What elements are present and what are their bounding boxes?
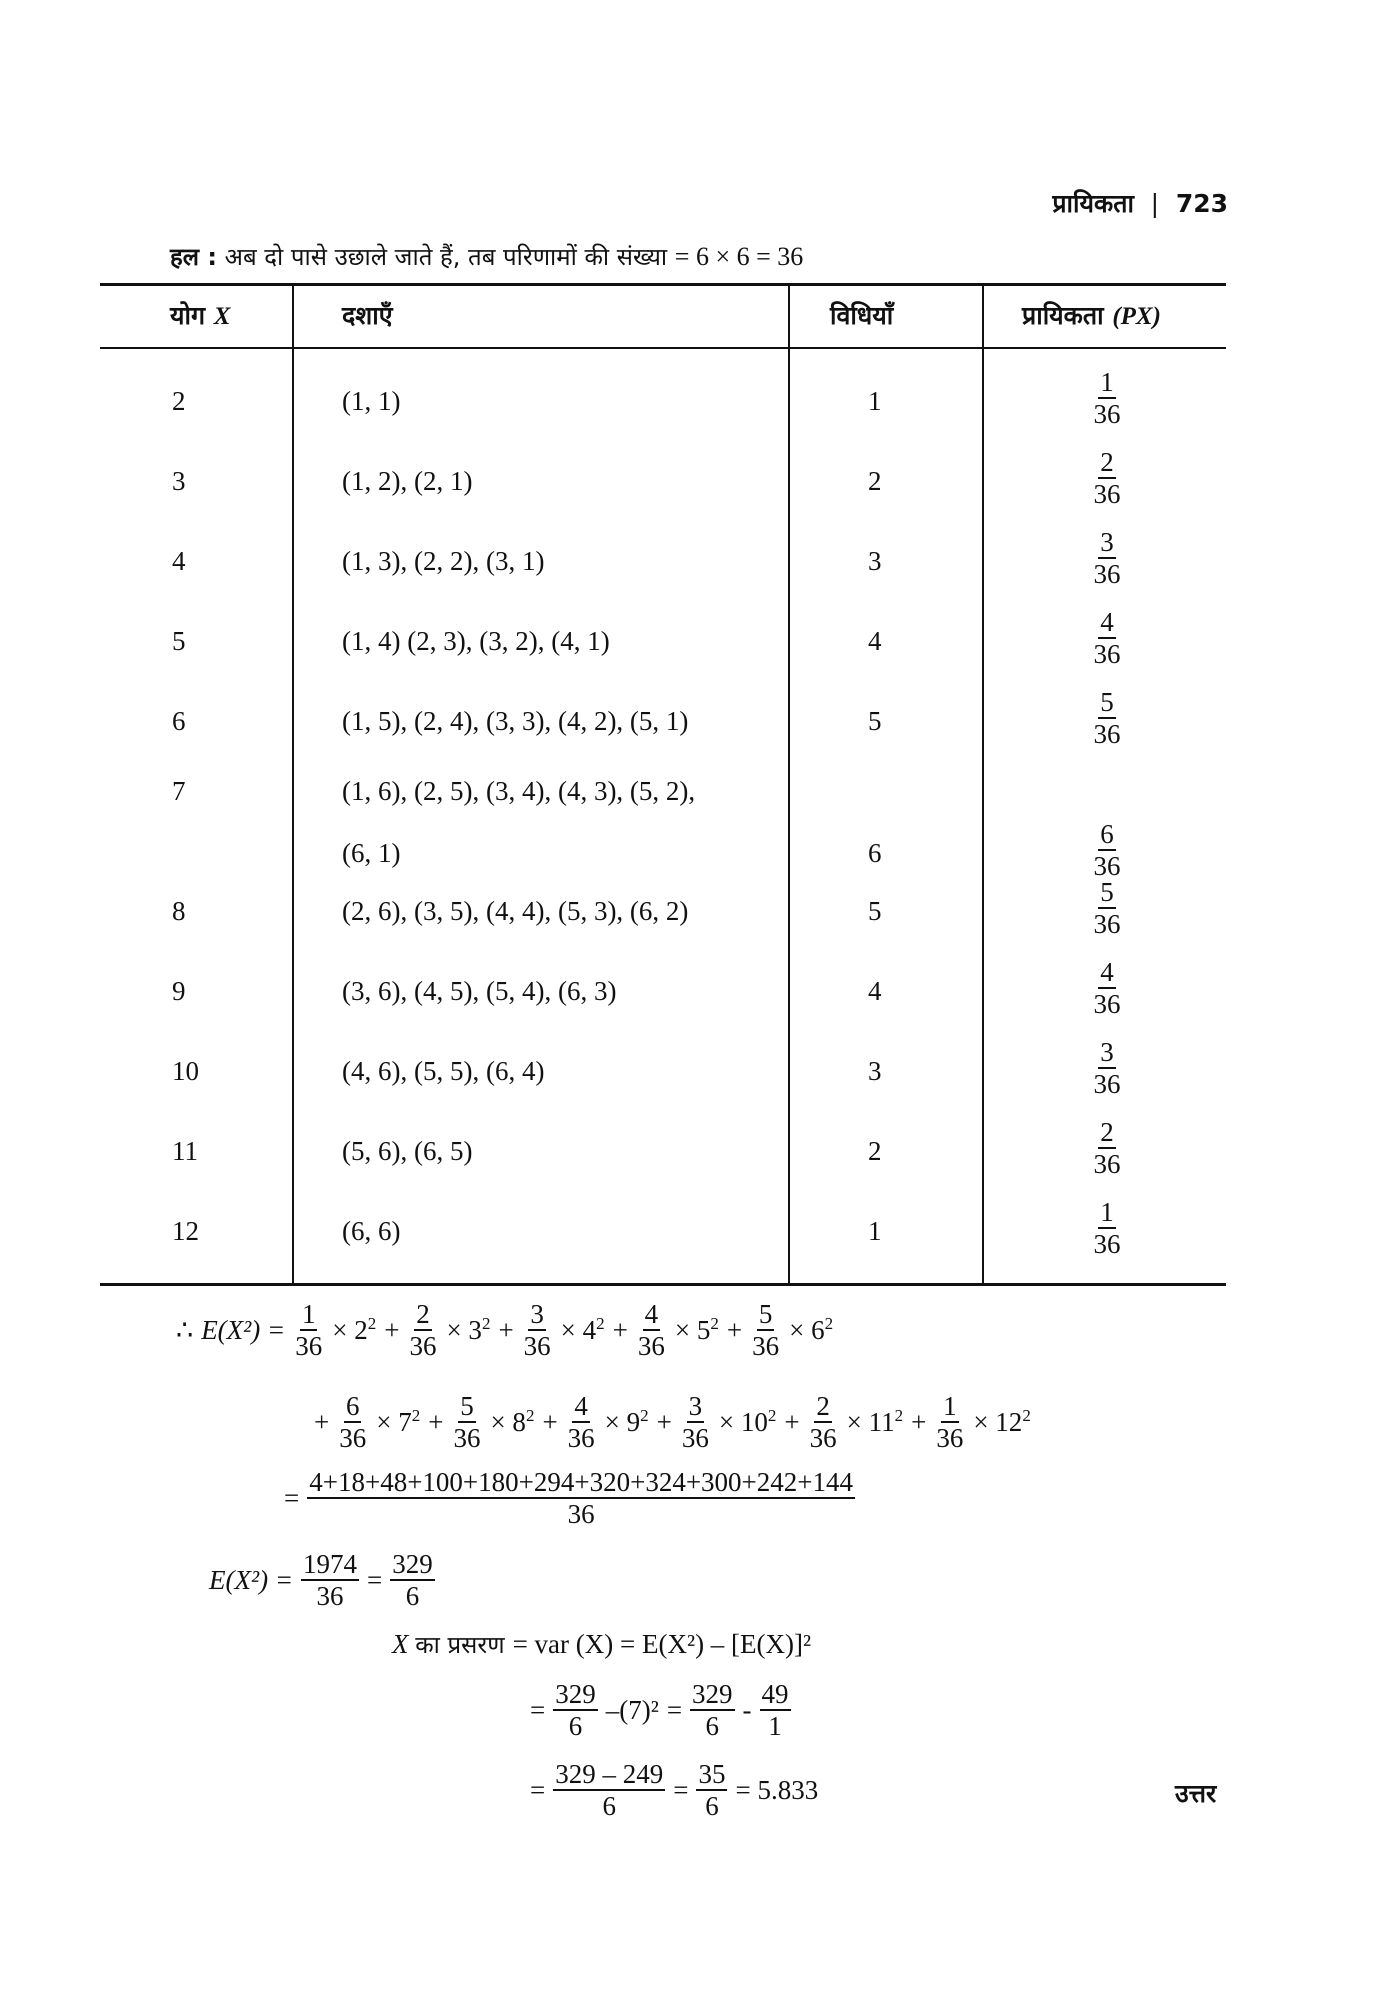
probability-fraction: $\frac{2}{36}$ xyxy=(1093,447,1121,510)
sum-line: = $\frac{4+18+48+100+180+294+320+324+300+242+144}{36}$ xyxy=(284,1467,854,1530)
ex2-result-line: E(X²) = $\frac{1974}{36}$ = $\frac{329}{6}$ xyxy=(209,1549,433,1612)
expectation-line-1: ∴ E(X²) = $\frac{1}{36}$ × $2^2$ + $\frac{2}{36}$ × $3^2$ + $\frac{3}{36}$ × $4^2$ + $\frac{4}{36}$ × $5^2$ + $\frac{5}{36}$ × $6^2$ xyxy=(176,1299,834,1362)
ex2-label: E(X²) = xyxy=(201,1314,286,1345)
header-cases: दशाएँ xyxy=(342,301,393,330)
term-fraction: $\frac{6}{36}$ xyxy=(339,1391,367,1454)
term-fraction: $\frac{4}{36}$ xyxy=(567,1391,595,1454)
term-fraction: $\frac{1}{36}$ xyxy=(295,1299,323,1362)
table-row: 10 (4, 6), (5, 5), (6, 4) 3 $\frac{3}{36}$ xyxy=(100,1038,1226,1118)
table-row: 3 (1, 2), (2, 1) 2 $\frac{2}{36}$ xyxy=(100,448,1226,528)
table-row: 4 (1, 3), (2, 2), (3, 1) 3 $\frac{3}{36}$ xyxy=(100,528,1226,608)
table-row: 12 (6, 6) 1 $\frac{1}{36}$ xyxy=(100,1198,1226,1278)
result-fraction: $\frac{329}{6}$ xyxy=(392,1549,433,1612)
table-row: 7 (1, 6), (2, 5), (3, 4), (4, 3), (5, 2), (6, 1) 6 $\frac{6}{36}$ xyxy=(100,768,1226,878)
solution-label: हल : xyxy=(170,243,217,271)
header-rule xyxy=(100,347,1226,349)
term-fraction: $\frac{4}{36}$ xyxy=(637,1299,665,1362)
step-fraction: $\frac{35}{6}$ xyxy=(698,1759,726,1822)
probability-fraction: $\frac{4}{36}$ xyxy=(1093,957,1121,1020)
sum-fraction: $\frac{4+18+48+100+180+294+320+324+300+242+144}{36}$ xyxy=(309,1467,854,1530)
step-fraction: $\frac{49}{1}$ xyxy=(761,1679,789,1742)
step-fraction: $\frac{329}{6}$ xyxy=(692,1679,733,1742)
term-fraction: $\frac{2}{36}$ xyxy=(409,1299,437,1362)
probability-fraction: $\frac{3}{36}$ xyxy=(1093,1037,1121,1100)
chapter-title: प्रायिकता xyxy=(1052,189,1134,218)
term-fraction: $\frac{5}{36}$ xyxy=(453,1391,481,1454)
term-fraction: $\frac{3}{36}$ xyxy=(681,1391,709,1454)
header-probability: प्रायिकता (PX) xyxy=(1022,301,1161,330)
page-number: 723 xyxy=(1175,189,1228,218)
header-separator: | xyxy=(1150,189,1160,218)
step-fraction: $\frac{329 - 249}{6}$ xyxy=(555,1759,664,1822)
probability-fraction: $\frac{2}{36}$ xyxy=(1093,1117,1121,1180)
table-row: 2 (1, 1) 1 $\frac{1}{36}$ xyxy=(100,368,1226,448)
expectation-line-2: + $\frac{6}{36}$ × $7^2$ + $\frac{5}{36}$ × $8^2$ + $\frac{4}{36}$ × $9^2$ + $\frac{3}{36}$ × $10^2$ + $\frac{2}{36}$ × $11^2$ + $\frac{1}{36}$ × $12^2$ xyxy=(314,1391,1031,1454)
page-header xyxy=(1052,186,1228,220)
probability-fraction: $\frac{3}{36}$ xyxy=(1093,527,1121,590)
variance-step-1: = $\frac{329}{6}$ –(7)² = $\frac{329}{6}$ - $\frac{49}{1}$ xyxy=(530,1679,789,1742)
term-fraction: $\frac{3}{36}$ xyxy=(523,1299,551,1362)
result-fraction: $\frac{1974}{36}$ xyxy=(303,1549,358,1612)
probability-table xyxy=(100,283,1226,1286)
header-sum: योग X xyxy=(170,301,231,330)
intro-text: अब दो पासे उछाले जाते हैं, तब परिणामों की संख्या xyxy=(224,243,668,271)
solution-intro xyxy=(170,240,803,273)
table-row: 11 (5, 6), (6, 5) 2 $\frac{2}{36}$ xyxy=(100,1118,1226,1198)
table-row: 8 (2, 6), (3, 5), (4, 4), (5, 3), (6, 2) 5 $\frac{5}{36}$ xyxy=(100,878,1226,958)
intro-equation: = 6 × 6 = 36 xyxy=(674,242,804,271)
probability-fraction: $\frac{1}{36}$ xyxy=(1093,1197,1121,1260)
table-row: 5 (1, 4) (2, 3), (3, 2), (4, 1) 4 $\frac{4}{36}$ xyxy=(100,608,1226,688)
variance-step-2: = $\frac{329 - 249}{6}$ = $\frac{35}{6}$ = 5.833 xyxy=(530,1759,819,1822)
variance-formula-line: X का प्रसरण = var (X) = E(X²) – [E(X)]² xyxy=(392,1629,812,1659)
therefore-symbol: ∴ xyxy=(176,1314,194,1345)
header-ways: विधियाँ xyxy=(830,301,894,330)
term-fraction: $\frac{5}{36}$ xyxy=(752,1299,780,1362)
probability-fraction: $\frac{4}{36}$ xyxy=(1093,607,1121,670)
step-fraction: $\frac{329}{6}$ xyxy=(555,1679,596,1742)
table-row: 6 (1, 5), (2, 4), (3, 3), (4, 2), (5, 1) 5 $\frac{5}{36}$ xyxy=(100,688,1226,768)
table-row: 9 (3, 6), (4, 5), (5, 4), (6, 3) 4 $\frac{4}{36}$ xyxy=(100,958,1226,1038)
probability-fraction: $\frac{5}{36}$ xyxy=(1093,877,1121,940)
term-fraction: $\frac{1}{36}$ xyxy=(936,1391,964,1454)
probability-fraction: $\frac{5}{36}$ xyxy=(1093,687,1121,750)
probability-fraction: $\frac{1}{36}$ xyxy=(1093,367,1121,430)
probability-fraction: $\frac{6}{36}$ xyxy=(1093,819,1121,882)
term-fraction: $\frac{2}{36}$ xyxy=(809,1391,837,1454)
answer-label: उत्तर xyxy=(1175,1779,1217,1808)
